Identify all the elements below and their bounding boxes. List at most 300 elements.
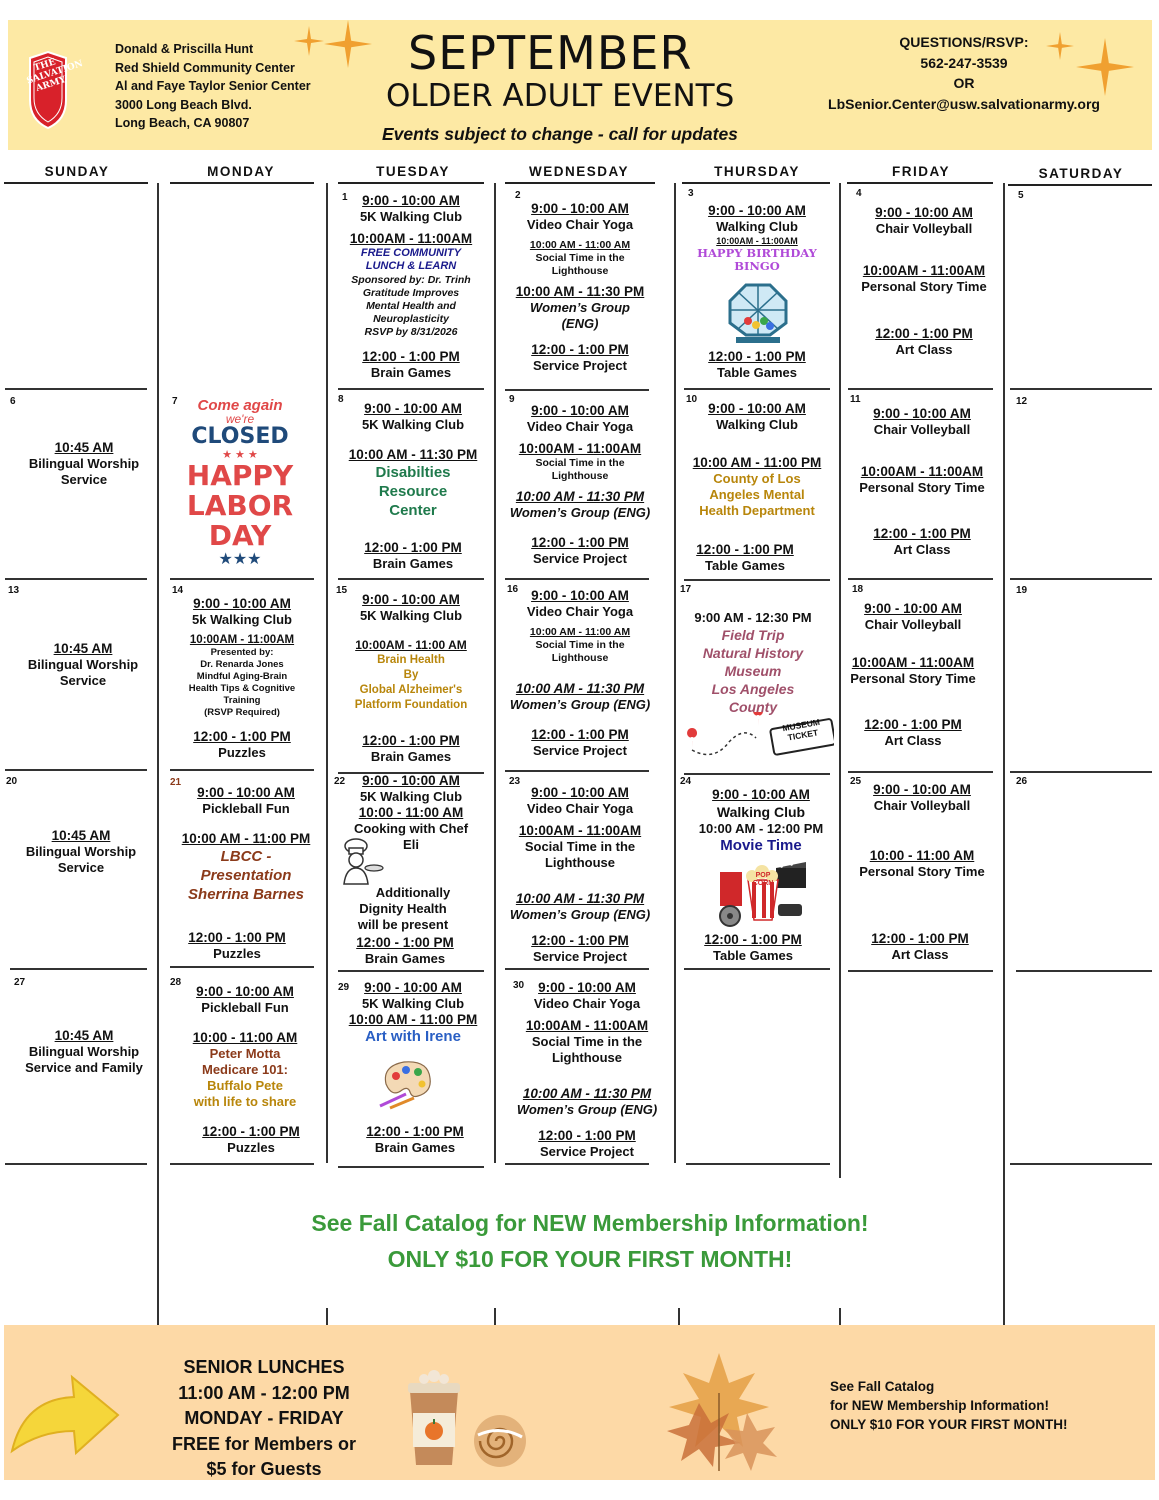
page-title-events: OLDER ADULT EVENTS: [386, 78, 735, 114]
event-title: Angeles Mental: [709, 487, 805, 502]
org-line: Red Shield Community Center: [115, 60, 295, 75]
day-cell-23: [505, 785, 655, 965]
divider: [4, 182, 148, 184]
day-number: 23: [509, 776, 521, 787]
event-title: Movie Time: [720, 837, 802, 854]
event-title: Disabilties: [375, 464, 451, 481]
event-title: Table Games: [713, 948, 793, 963]
grid-line: [505, 1163, 649, 1165]
day-cell-24: [688, 787, 834, 855]
event-title: Puzzles: [218, 745, 266, 760]
day-number: 18: [852, 584, 864, 595]
grid-line: [686, 1163, 830, 1165]
page-footer: [4, 1325, 1155, 1480]
event-time: 10:00AM - 11:00AM: [518, 823, 642, 838]
day-number: 16: [507, 584, 519, 595]
grid-line: [684, 968, 830, 970]
sparkle-icon: [1076, 38, 1134, 96]
event-time: 12:00 - 1:00 PM: [188, 930, 286, 945]
day-cell-6: [8, 440, 160, 488]
event-title: Buffalo Pete: [207, 1078, 283, 1093]
day-number: 2: [515, 190, 521, 201]
day-cell-2: [505, 201, 655, 374]
event-title: 5k Walking Club: [192, 612, 292, 627]
org-line: Long Beach, CA 90807: [115, 116, 250, 130]
event-time: 10:45 AM: [54, 1028, 114, 1043]
day-cell-3-lunch: [684, 349, 830, 381]
day-cell-29: [340, 980, 486, 1046]
event-title: 5K Walking Club: [361, 417, 465, 432]
museum-ticket-text: MUSEUM TICKET: [781, 716, 821, 743]
event-detail: Mental Health and: [366, 300, 456, 312]
event-time: 10:00 AM - 11:30 PM: [515, 284, 645, 299]
day-number: 17: [680, 584, 692, 595]
event-time: 10:00AM - 11:00AM: [518, 441, 642, 456]
day-number: 7: [172, 396, 178, 407]
event-time: 12:00 - 1:00 PM: [193, 729, 291, 744]
day-cell-21: [170, 785, 322, 928]
grid-line: [170, 578, 314, 580]
event-time: 10:00 AM - 11:30 PM: [515, 489, 645, 504]
divider: [170, 182, 314, 184]
event-title: Chair Volleyball: [873, 422, 971, 437]
day-cell-25-lunch: [844, 931, 996, 963]
event-title: Service Project: [540, 1144, 634, 1159]
event-title: Lighthouse: [544, 855, 616, 870]
event-time: 9:00 - 10:00 AM: [531, 201, 629, 216]
sparkle-icon: [324, 20, 372, 68]
pumpkin-latte-cinnamon-roll-icon: [404, 1369, 534, 1469]
logo-text: THE SALVATION ARMY: [25, 57, 85, 95]
day-cell-4: [848, 205, 1000, 358]
divider: [505, 182, 655, 184]
event-title: 5K Walking Club: [359, 608, 463, 623]
day-cell-20: [6, 828, 156, 876]
day-cell-9: [505, 403, 655, 567]
event-time: 9:00 - 10:00 AM: [864, 601, 962, 616]
event-title: Service and Family: [25, 1060, 143, 1075]
day-number: 5: [1018, 190, 1024, 201]
event-title: County of Los: [713, 471, 801, 486]
day-header-monday: MONDAY: [207, 164, 275, 179]
divider: [682, 182, 830, 184]
grid-line: [170, 966, 314, 968]
page-header: [8, 20, 1152, 150]
event-time: 10:00AM - 11:00AM: [716, 236, 798, 246]
event-title: Bilingual Worship: [28, 456, 140, 471]
day-number: 4: [856, 188, 862, 199]
divider: [338, 182, 484, 184]
day-cell-18: [838, 601, 988, 749]
lunch-line: MONDAY - FRIDAY: [184, 1408, 344, 1428]
event-title: 5K Walking Club: [359, 789, 463, 804]
event-time: 9:00 - 10:00 AM: [197, 785, 295, 800]
event-title: Personal Story Time: [861, 279, 987, 294]
day-number: 6: [10, 396, 16, 407]
day-number: 10: [686, 394, 698, 405]
event-time: 12:00 - 1:00 PM: [696, 542, 794, 557]
day-header-wednesday: WEDNESDAY: [528, 164, 630, 179]
day-cell-14: [168, 596, 316, 761]
day-cell-22-extra: [338, 885, 488, 933]
event-title: 5K Walking Club: [359, 209, 463, 224]
event-title: Brain Games: [364, 951, 446, 966]
day-number: 28: [170, 977, 182, 988]
grid-line: [848, 388, 993, 390]
grid-line: [674, 183, 676, 1163]
event-detail: Neuroplasticity: [373, 313, 449, 325]
day-cell-3: [684, 203, 830, 273]
event-title: Service Project: [533, 551, 627, 566]
event-title: Video Chair Yoga: [533, 996, 641, 1011]
lunch-line: FREE for Members or: [171, 1433, 357, 1454]
event-detail: RSVP by 8/31/2026: [364, 326, 458, 338]
event-time: 10:00 AM - 11:00 PM: [692, 455, 822, 470]
grid-line: [157, 183, 159, 1333]
event-time: 12:00 - 1:00 PM: [531, 933, 629, 948]
day-number: 15: [336, 585, 348, 596]
senior-lunches-info: [144, 1355, 384, 1483]
day-header-saturday: SATURDAY: [1038, 166, 1124, 181]
event-title: Social Time in the: [524, 839, 636, 854]
day-header-thursday: THURSDAY: [714, 164, 800, 179]
event-title: Women’s Group (ENG): [509, 697, 651, 712]
event-title: Table Games: [717, 365, 797, 380]
grid-line: [684, 388, 830, 390]
event-title: Personal Story Time: [859, 864, 985, 879]
event-title: Video Chair Yoga: [526, 419, 634, 434]
day-header-sunday: SUNDAY: [44, 164, 110, 179]
event-title: with life to share: [193, 1094, 297, 1109]
day-number: 30: [513, 980, 525, 991]
event-title: 5K Walking Club: [361, 996, 465, 1011]
event-time: 10:00 AM - 11:30 PM: [515, 681, 645, 696]
event-title: Art with Irene: [365, 1028, 461, 1045]
event-title: Center: [389, 502, 437, 519]
day-cell-11: [846, 406, 998, 558]
event-time: 9:00 - 10:00 AM: [873, 406, 971, 421]
day-cell-1: [338, 193, 484, 381]
event-time: 9:00 - 10:00 AM: [193, 596, 291, 611]
event-detail: Sponsored by: Dr. Trinh: [351, 274, 471, 286]
event-time: 10:00AM - 11:00AM: [189, 634, 295, 646]
note-line: for NEW Membership Information!: [830, 1398, 1049, 1413]
grid-line: [848, 771, 993, 773]
grid-line: [5, 769, 147, 771]
grid-line: [338, 578, 484, 580]
event-time: 12:00 - 1:00 PM: [364, 540, 462, 555]
sparkle-icon: [1046, 32, 1074, 60]
event-title: Medicare 101:: [202, 1062, 288, 1077]
event-time: 10:00 AM - 11:00 PM: [348, 1012, 478, 1027]
bingo-cage-icon: [726, 283, 790, 345]
contact-email: LbSenior.Center@usw.salvationarmy.org: [828, 95, 1100, 112]
day-cell-17: [680, 610, 826, 716]
event-detail: Presented by:: [210, 647, 274, 658]
day-number: 22: [334, 776, 346, 787]
event-title: Service Project: [533, 358, 627, 373]
event-title: Social Time in the: [535, 639, 625, 651]
event-title: Table Games: [705, 558, 785, 573]
day-number: 26: [1016, 776, 1028, 787]
event-time: 10:00AM - 11:00AM: [349, 231, 473, 246]
grid-line: [505, 389, 649, 391]
day-header-tuesday: TUESDAY: [376, 164, 450, 179]
day-cell-21-lunch: [162, 930, 312, 962]
event-title: Art Class: [895, 342, 953, 357]
org-line: Al and Faye Taylor Senior Center: [115, 79, 311, 93]
event-detail: (RSVP Required): [204, 707, 280, 718]
arrow-icon: [4, 1359, 124, 1469]
event-time: 10:45 AM: [51, 828, 111, 843]
lunch-line: $5 for Guests: [206, 1459, 322, 1479]
event-time: 12:00 - 1:00 PM: [538, 1128, 636, 1143]
day-number: 25: [850, 776, 862, 787]
event-title: Resource: [378, 483, 448, 500]
event-time: 9:00 - 10:00 AM: [362, 773, 460, 788]
event-title: Service: [57, 860, 105, 875]
closed-text: CLOSED: [191, 424, 289, 449]
day-cell-30: [512, 980, 662, 1160]
event-time: 10:00AM - 11:00AM: [851, 655, 975, 670]
day-number: 27: [14, 977, 26, 988]
contact-or: OR: [953, 75, 975, 91]
event-time: 12:00 - 1:00 PM: [704, 932, 802, 947]
event-time: 9:00 - 10:00 AM: [712, 787, 810, 802]
org-line: Donald & Priscilla Hunt: [115, 42, 254, 56]
closed-text: Come again: [197, 397, 283, 414]
event-title: Lighthouse: [551, 470, 609, 482]
day-number: 1: [342, 192, 348, 203]
event-time: 10:00AM - 11:00AM: [862, 263, 986, 278]
event-detail: Dr. Renarda Jones: [200, 659, 284, 670]
membership-promo-line1: See Fall Catalog for NEW Membership Information!: [311, 1210, 869, 1236]
event-title: Museum: [724, 663, 782, 679]
day-number: 20: [6, 776, 18, 787]
event-title: BINGO: [734, 259, 780, 273]
event-time: 12:00 - 1:00 PM: [356, 935, 454, 950]
event-title: Chair Volleyball: [875, 221, 973, 236]
event-title: Women’s Group (ENG): [509, 505, 651, 520]
sparkle-icon: [294, 26, 324, 56]
day-cell-24-lunch: [680, 932, 826, 964]
grid-line: [5, 1163, 147, 1165]
event-title: Platform Foundation: [354, 699, 468, 711]
day-cell-13: [8, 641, 158, 689]
grid-line: [848, 970, 993, 972]
event-title: Service: [60, 472, 108, 487]
event-title: Walking Club: [716, 804, 806, 820]
event-time: 9:00 - 10:00 AM: [362, 193, 460, 208]
day-number: 3: [688, 188, 694, 199]
event-detail: Mindful Aging-Brain: [196, 671, 288, 682]
event-title: Video Chair Yoga: [526, 217, 634, 232]
event-title: LBCC -: [220, 848, 272, 865]
day-cell-10-lunch: [672, 542, 818, 574]
day-cell-25: [846, 782, 998, 920]
note-line: ONLY $10 FOR YOUR FIRST MONTH!: [830, 1417, 1068, 1432]
grid-line: [1003, 183, 1005, 1333]
membership-promo-line2: ONLY $10 FOR YOUR FIRST MONTH!: [387, 1246, 793, 1272]
day-number: 29: [338, 982, 350, 993]
event-title: Personal Story Time: [859, 480, 985, 495]
event-title: Lighthouse: [551, 265, 609, 277]
grid-line: [338, 970, 484, 972]
event-title: Chair Volleyball: [864, 617, 962, 632]
event-title: Puzzles: [213, 946, 261, 961]
grid-line: [684, 773, 830, 775]
event-time: 9:00 - 10:00 AM: [708, 401, 806, 416]
event-title: Women’s Group (ENG): [509, 907, 651, 922]
day-cell-10: [684, 401, 830, 541]
event-time: 12:00 - 1:00 PM: [202, 1124, 300, 1139]
day-cell-29-lunch: [342, 1124, 488, 1156]
event-time: 10:00 - 11:00 AM: [869, 848, 975, 863]
event-detail: Gratitude Improves: [362, 287, 460, 299]
day-cell-16: [505, 588, 655, 759]
membership-note: [830, 1377, 1068, 1434]
event-time: 9:00 - 10:00 AM: [875, 205, 973, 220]
org-line: 3000 Long Beach Blvd.: [115, 97, 252, 112]
event-title: Social Time in the: [531, 1034, 643, 1049]
event-title: Lighthouse: [551, 652, 609, 664]
autumn-leaves-icon: [659, 1343, 789, 1475]
grid-line: [5, 578, 147, 580]
grid-line: [1010, 388, 1152, 390]
day-cell-28: [170, 984, 320, 1156]
event-title: Walking Club: [716, 219, 798, 234]
event-title: Puzzles: [227, 1140, 275, 1155]
event-title: Lighthouse: [551, 1050, 623, 1065]
labor-day-closed-graphic: [180, 398, 300, 569]
event-time: 10:00 - 11:00 AM: [358, 805, 464, 820]
day-cell-15: [338, 592, 484, 765]
event-time: 12:00 - 1:00 PM: [362, 733, 460, 748]
event-time: 10:00AM - 11:00AM: [525, 1018, 649, 1033]
event-title: Art Class: [893, 542, 951, 557]
star-icon: ★ ★ ★: [222, 449, 258, 461]
day-number: 19: [1016, 585, 1028, 596]
event-title: Service Project: [533, 949, 627, 964]
event-time: 10:00AM - 11:00AM: [860, 464, 984, 479]
event-title: By: [403, 669, 419, 681]
event-time: 12:00 - 1:00 PM: [531, 342, 629, 357]
event-title: Brain Health: [377, 654, 445, 666]
event-time: 9:00 - 10:00 AM: [708, 203, 806, 218]
event-time: 12:00 - 1:00 PM: [366, 1124, 464, 1139]
contact-phone: 562-247-3539: [920, 54, 1008, 71]
event-title: Social Time in the: [535, 252, 625, 264]
event-title: Brain Games: [372, 556, 454, 571]
event-time: 9:00 - 10:00 AM: [362, 592, 460, 607]
contact-label: QUESTIONS/RSVP:: [899, 34, 1029, 50]
grid-line: [505, 968, 649, 970]
day-header-friday: FRIDAY: [891, 164, 950, 179]
popcorn-label: POP CORN: [752, 872, 774, 887]
event-time: 10:00 AM - 11:30 PM: [522, 1086, 652, 1101]
event-time: 9:00 - 10:00 AM: [364, 980, 462, 995]
event-time: 10:00AM - 11:00 AM: [355, 638, 467, 652]
event-title: Women’s Group: [530, 300, 630, 315]
event-detail: Training: [223, 695, 261, 706]
event-time: 9:00 - 10:00 AM: [531, 403, 629, 418]
event-title: Bilingual Worship: [28, 1044, 140, 1059]
event-title: Social Time in the: [535, 457, 625, 469]
event-title: Brain Games: [370, 365, 452, 380]
event-title: Bilingual Worship: [25, 844, 137, 859]
grid-line: [684, 579, 830, 581]
day-number: 13: [8, 585, 20, 596]
event-time: 12:00 - 1:00 PM: [873, 526, 971, 541]
event-title: Service: [59, 673, 107, 688]
chef-icon: [340, 838, 384, 886]
holiday-text: DAY: [208, 519, 272, 552]
event-detail: will be present: [357, 917, 449, 932]
event-time: 10:00 AM - 11:30 PM: [348, 447, 478, 462]
event-title: Brain Games: [374, 1140, 456, 1155]
day-number: 12: [1016, 396, 1028, 407]
grid-line: [170, 1163, 314, 1165]
grid-line: [505, 578, 649, 580]
divider: [1008, 184, 1152, 186]
divider: [847, 182, 993, 184]
page-title-month: SEPTEMBER: [408, 26, 693, 80]
event-time: 9:00 AM - 12:30 PM: [694, 610, 812, 625]
star-icon: ★★★: [218, 551, 262, 568]
event-time: 10:00 AM - 11:00 AM: [529, 239, 631, 251]
closed-text: we're: [225, 412, 255, 426]
event-time: 9:00 - 10:00 AM: [538, 980, 636, 995]
note-line: See Fall Catalog: [830, 1379, 935, 1394]
grid-line: [326, 183, 328, 1163]
event-title: HAPPY BIRTHDAY: [697, 246, 817, 260]
event-time: 10:00 AM - 11:00 AM: [529, 626, 631, 638]
event-title: Presentation: [200, 867, 292, 884]
grid-line: [170, 769, 314, 771]
event-time: 12:00 - 1:00 PM: [864, 717, 962, 732]
day-number: 24: [680, 776, 692, 787]
day-number: 14: [172, 585, 184, 596]
event-time: 12:00 - 1:00 PM: [875, 326, 973, 341]
event-title: Video Chair Yoga: [526, 604, 634, 619]
grid-line: [1010, 578, 1152, 580]
event-title: Field Trip: [721, 627, 785, 643]
event-time: 12:00 - 1:00 PM: [362, 349, 460, 364]
event-title: County: [728, 699, 778, 715]
event-time: 12:00 - 1:00 PM: [531, 535, 629, 550]
day-cell-22-lunch: [330, 935, 480, 967]
event-title: Eli: [403, 837, 419, 852]
day-number: 9: [509, 394, 515, 405]
event-time: 12:00 - 1:00 PM: [708, 349, 806, 364]
event-title: Personal Story Time: [850, 671, 976, 686]
event-title: LUNCH & LEARN: [365, 260, 457, 272]
event-title: (ENG): [561, 316, 599, 331]
event-title: Brain Games: [370, 749, 452, 764]
event-time: 10:00 AM - 12:00 PM: [698, 821, 824, 836]
event-time: 10:00 - 11:00 AM: [192, 1030, 298, 1045]
event-detail: Dignity Health: [359, 901, 447, 916]
event-title: Peter Motta: [209, 1046, 281, 1061]
event-title: Art Class: [891, 947, 949, 962]
event-title: Women’s Group (ENG): [516, 1102, 658, 1117]
day-cell-8: [338, 401, 488, 572]
movie-popcorn-icon: [712, 858, 812, 928]
day-number: 8: [338, 394, 344, 405]
grid-line: [505, 770, 649, 772]
event-time: 9:00 - 10:00 AM: [196, 984, 294, 999]
event-time: 9:00 - 10:00 AM: [531, 588, 629, 603]
